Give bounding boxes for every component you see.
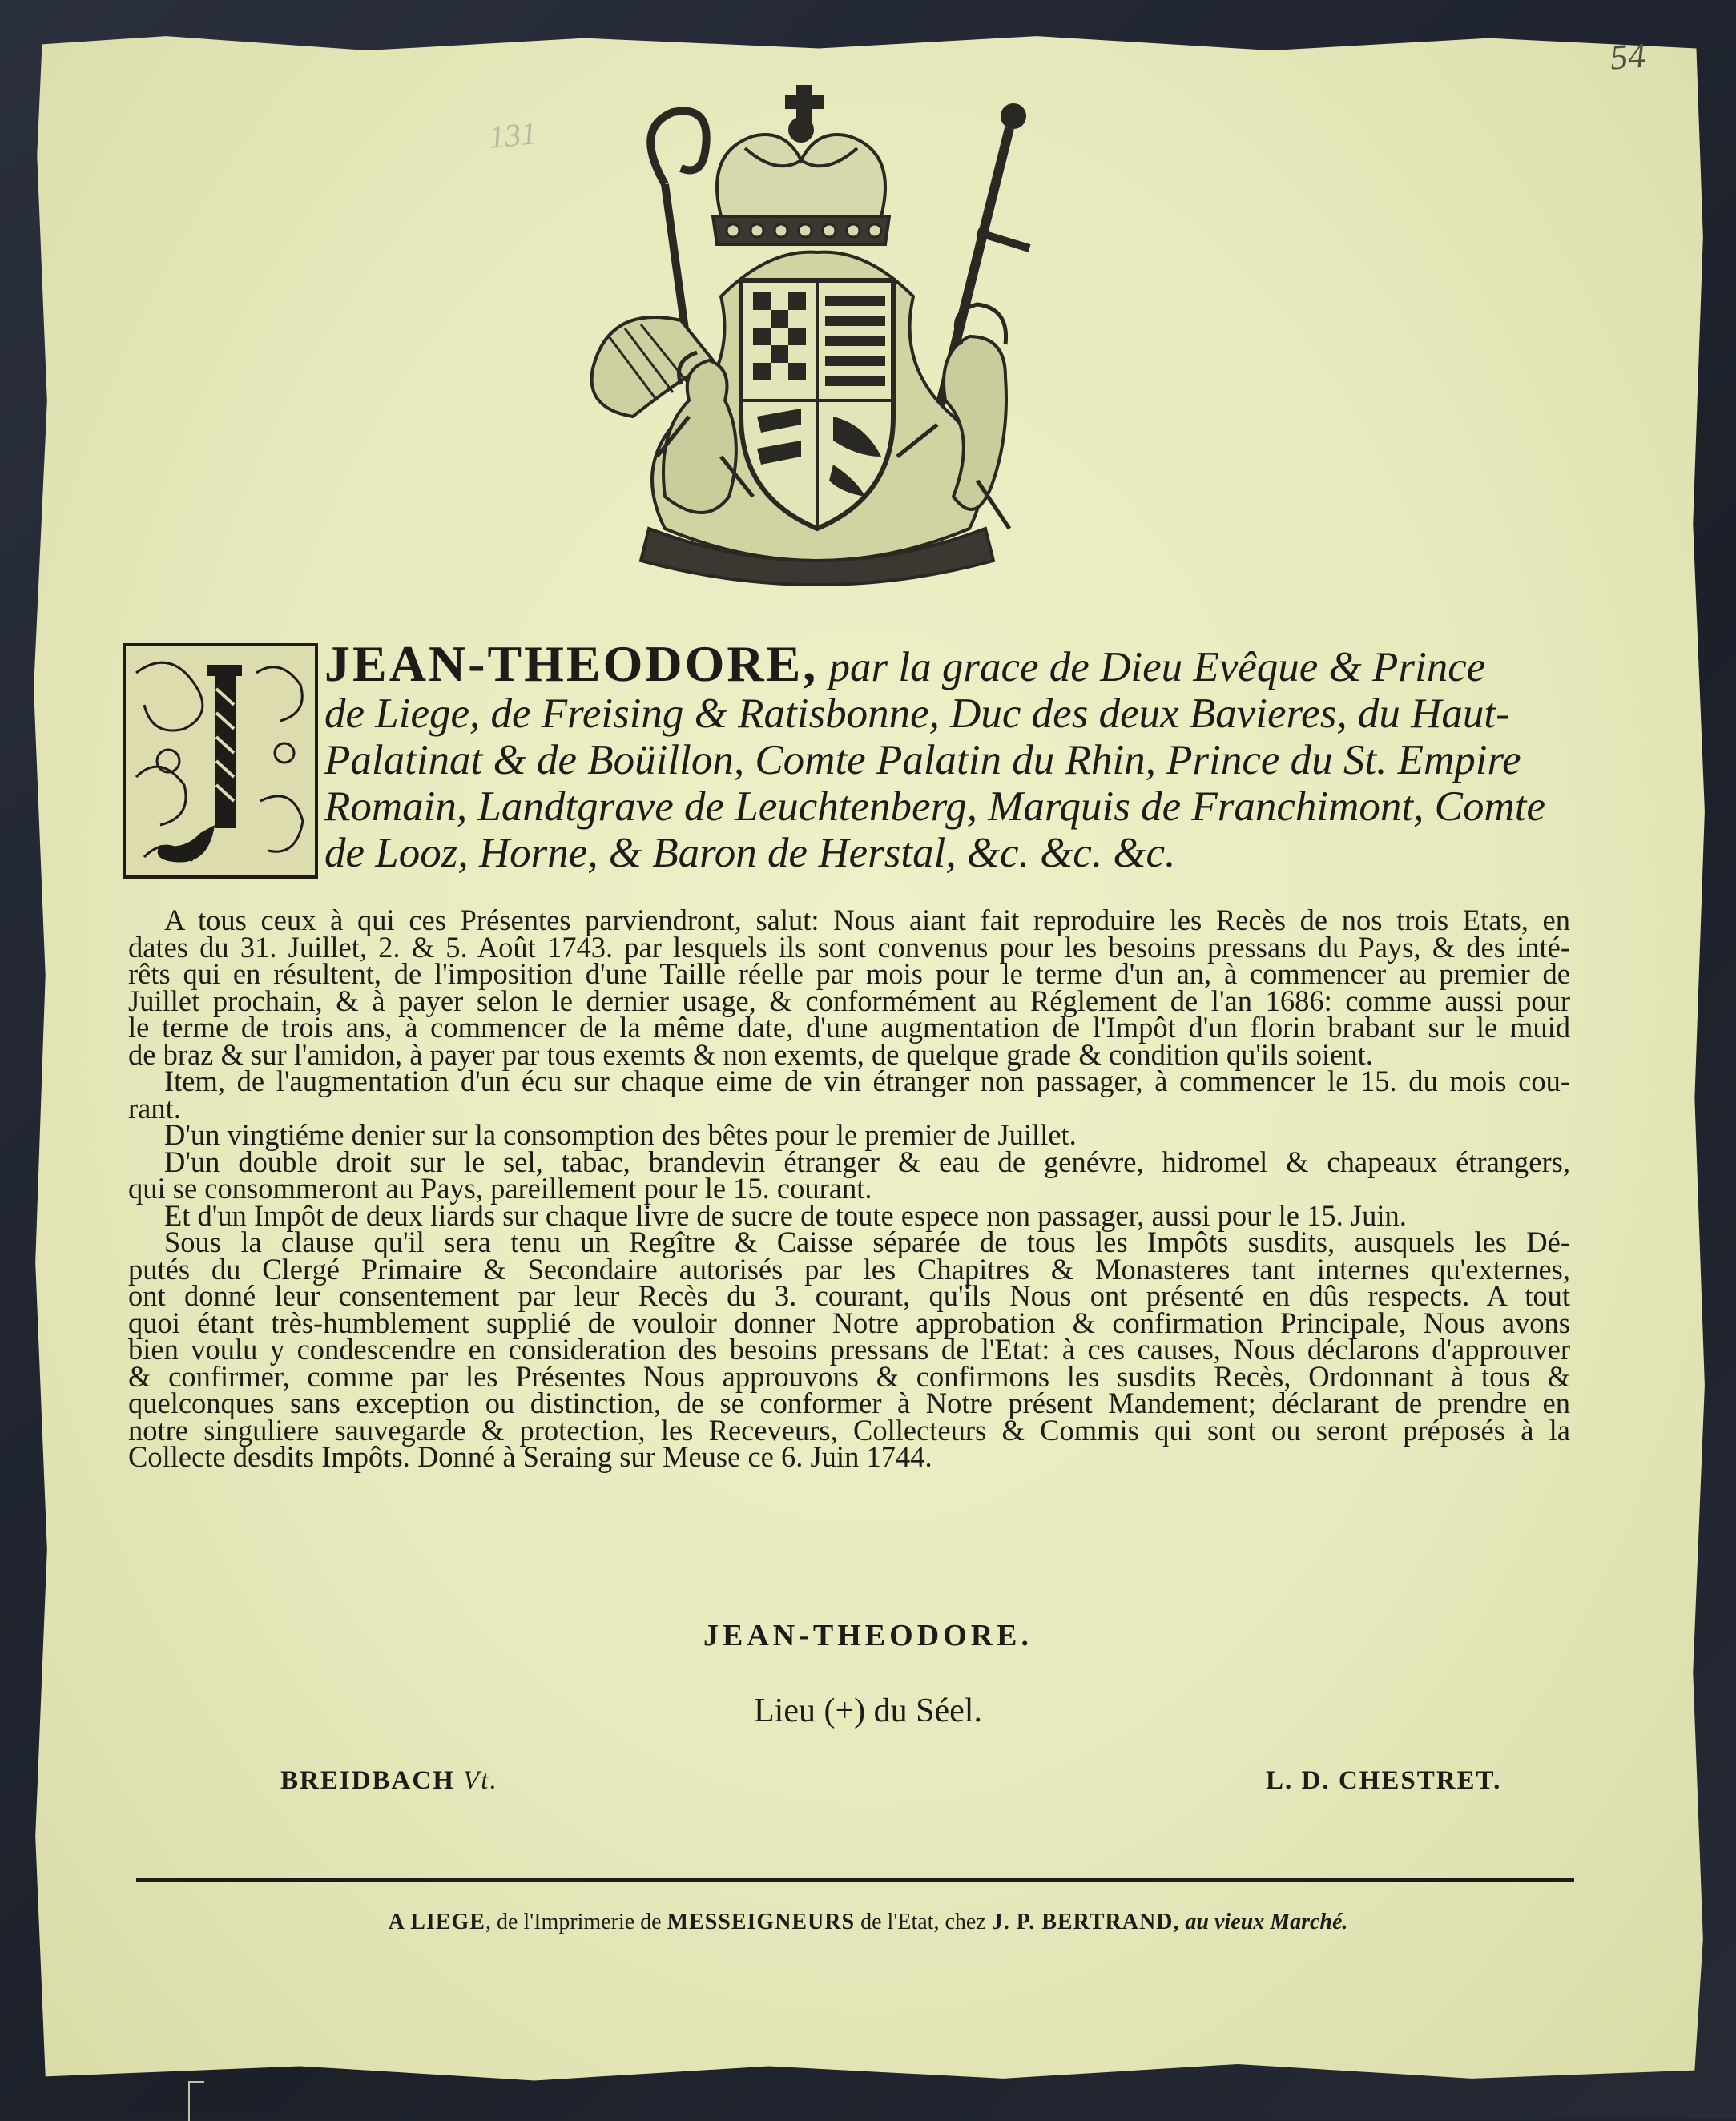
heading-text (324, 635, 1574, 876)
proclamation-body (128, 904, 1570, 1473)
body-line: Collecte desdits Impôts. Donné à Seraing sur Meuse ce 6. Juin 1744. (128, 1440, 932, 1473)
heading-line-3: Palatinat & de Boüillon, Comte Palatin du Rhin, Prince du St. Empire (324, 737, 1521, 783)
printer-imprint (0, 1910, 1736, 1935)
body-line: qui se consommeront au Pays, pareillement pour le 15. courant. (128, 1172, 872, 1205)
imprint-text-1: , de l'Imprimerie de (485, 1910, 662, 1934)
signature: JEAN-THEODORE. (703, 1619, 1033, 1652)
divider (136, 1878, 1574, 1882)
countersign-left-suffix: Vt. (463, 1766, 498, 1795)
body-line: notre singuliere sauvegarde & protection, les Receveurs, Collecteurs & Commis qui sont ou seront préposés à la (128, 1413, 1570, 1447)
body-line: Et d'un Impôt de deux liards sur chaque livre de sucre de toute espece non passager, aussi pour le 15. Juin. (164, 1198, 1407, 1232)
coat-of-arms-icon (561, 80, 1073, 609)
decorated-initial-J-icon (120, 641, 320, 881)
pencil-note: 131 (486, 114, 539, 156)
countersign-left (280, 1766, 498, 1796)
body-line: D'un vingtiéme denier sur la consomption des bêtes pour le premier de Juillet. (164, 1118, 1077, 1151)
body-line: Juillet prochain, & à payer selon le dernier usage, & conformément au Réglement de l'an 1686: comme aussi pour (128, 984, 1570, 1017)
proclamation-heading (120, 635, 1570, 881)
imprint-messeigneurs: MESSEIGNEURS (667, 1910, 856, 1934)
heading-line-1 (324, 635, 1574, 692)
body-line: Item, de l'augmentation d'un écu sur chaque eime de vin étranger non passager, à commencer le 15. du mois cou- (164, 1065, 1570, 1097)
heading-line-4: Romain, Landtgrave de Leuchtenberg, Marquis de Franchimont, Comte (324, 783, 1546, 830)
archive-number: 54 (1609, 35, 1647, 78)
crown-icon (713, 87, 889, 244)
body-line: rêts qui en résultent, de l'imposition d'une Taille réelle par mois pour le terme d'un an, à commencer au premier de (128, 957, 1570, 990)
imprint-city: A LIEGE (388, 1910, 485, 1934)
imprint-location: au vieux Marché. (1185, 1910, 1348, 1934)
body-line: bien voulu y condescendre en consideration des besoins pressans de l'Etat: à ces causes, Nous déclarons d'approuver (128, 1333, 1570, 1366)
body-line: de braz & sur l'amidon, à payer par tous exemts & non exemts, de quelque grade & condition qu'ils soient. (128, 1037, 1373, 1071)
countersign-right: L. D. CHESTRET. (1266, 1766, 1502, 1795)
countersign-left-name: BREIDBACH (280, 1766, 455, 1795)
imprint-printer: J. P. BERTRAND, (991, 1910, 1180, 1934)
body-line: dates du 31. Juillet, 2. & 5. Août 1743. par lesquels ils sont convenus pour les besoins pressans du Pays, & des inté- (128, 930, 1570, 964)
body-line: quelconques sans exception ou distinction, de se conformer à Notre présent Mandement; déclarant de prendre en (128, 1386, 1570, 1419)
imprint-text-2: de l'Etat, chez (860, 1910, 986, 1934)
seal-place: Lieu (+) du Séel. (754, 1692, 982, 1729)
body-line: quoi étant très-humblement supplié de vouloir donner Notre approbation & confirmation Principale, Nous avons (128, 1306, 1570, 1339)
heading-line-5: de Looz, Horne, & Baron de Herstal, &c. &c. &c. (324, 830, 1176, 876)
body-line: putés du Clergé Primaire & Secondaire autorisés par les Chapitres & Monasteres tant internes qu'externes, (128, 1252, 1570, 1286)
body-line: ont donné leur consentement par leur Recès du 3. courant, qu'ils Nous ont présenté en dûs respects. A tout (128, 1279, 1570, 1312)
body-line: D'un double droit sur le sel, tabac, brandevin étranger & eau de genévre, hidromel & chapeaux étrangers, (164, 1145, 1570, 1178)
body-line: Sous la clause qu'il sera tenu un Regître & Caisse séparée de tous les Impôts susdits, ausquels les Dé- (164, 1226, 1570, 1258)
body-line: & confirmer, comme par les Présentes Nous approuvons & confirmons les susdits Recès, Ordonnant à tous & (128, 1359, 1570, 1393)
heading-line-1-text: par la grace de Dieu Evêque & Prince (828, 644, 1486, 690)
scan-ruler-mark (188, 2081, 204, 2121)
body-line: A tous ceux à qui ces Présentes parviendront, salut: Nous aiant fait reproduire les Recès de nos trois Etats, en (164, 904, 1570, 936)
heading-line-2: de Liege, de Freising & Ratisbonne, Duc des deux Bavieres, du Haut- (324, 690, 1510, 737)
body-line: rant. (128, 1091, 181, 1125)
body-line: le terme de trois ans, à commencer de la même date, d'une augmentation de l'Impôt d'un florin brabant sur le muid (128, 1011, 1570, 1044)
issuer-name: JEAN-THEODORE, (324, 635, 819, 692)
